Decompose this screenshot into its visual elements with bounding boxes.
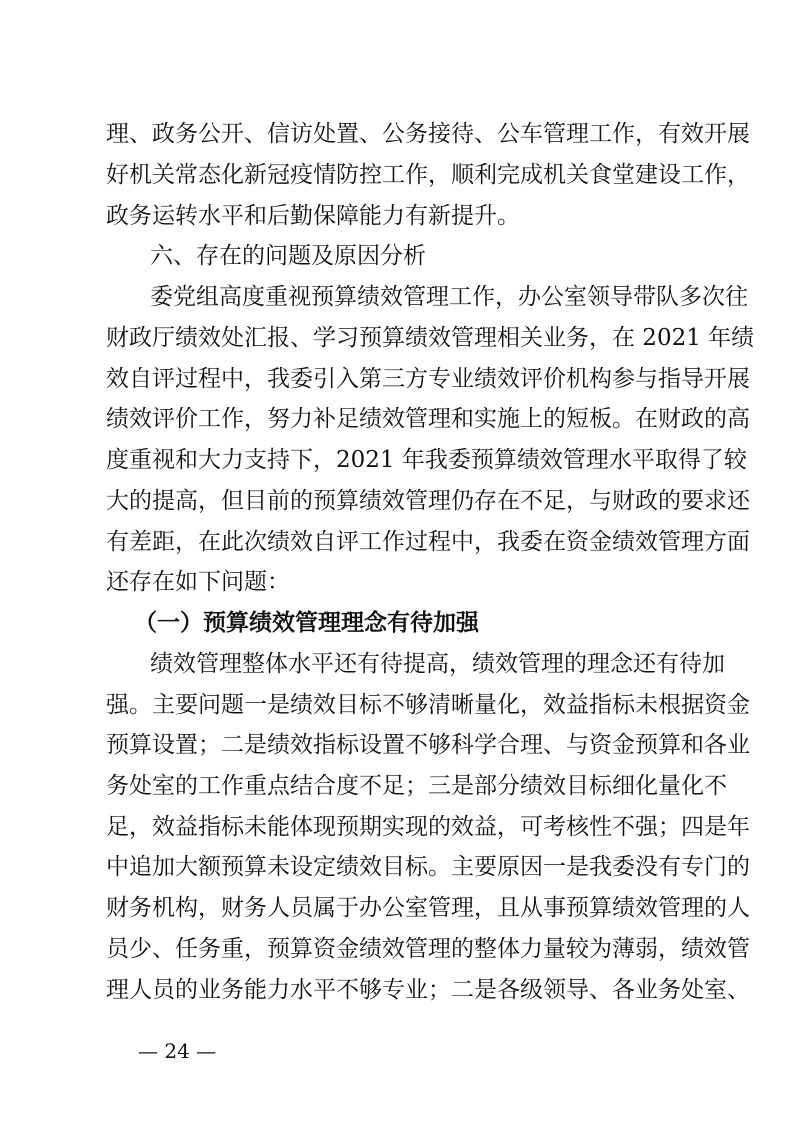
text-line: 绩效评价工作，努力补足绩效管理和实施上的短板。在财政的高 — [106, 406, 750, 432]
page-number: — 24 — — [138, 1039, 217, 1063]
text-line: 绩效管理整体水平还有待提高，绩效管理的理念还有待加 — [150, 651, 725, 677]
text-line: 效自评过程中，我委引入第三方专业绩效评价机构参与指导开展 — [106, 366, 750, 392]
text-line: 委党组高度重视预算绩效管理工作，办公室领导带队多次往 — [150, 284, 748, 310]
text-line: 有差距，在此次绩效自评工作过程中，我委在资金绩效管理方面 — [106, 529, 750, 555]
text-line: 预算设置；二是绩效指标设置不够科学合理、与资金预算和各业 — [106, 732, 750, 758]
text-line: 大的提高，但目前的预算绩效管理仍存在不足，与财政的要求还 — [106, 488, 750, 514]
text-line: 政务运转水平和后勤保障能力有新提升。 — [106, 203, 520, 229]
text-line: 财务机构，财务人员属于办公室管理，且从事预算绩效管理的人 — [106, 895, 750, 921]
text-line: 理、政务公开、信访处置、公务接待、公车管理工作，有效开展 — [106, 121, 750, 147]
text-line: 还存在如下问题： — [106, 569, 290, 595]
text-line: 好机关常态化新冠疫情防控工作，顺利完成机关食堂建设工作， — [106, 162, 750, 188]
text-line: 中追加大额预算未设定绩效目标。主要原因一是我委没有专门的 — [106, 854, 750, 880]
text-line: 务处室的工作重点结合度不足；三是部分绩效目标细化量化不 — [106, 773, 727, 799]
text-line: 员少、任务重，预算资金绩效管理的整体力量较为薄弱，绩效管 — [106, 936, 750, 962]
text-line: 理人员的业务能力水平不够专业；二是各级领导、各业务处室、 — [106, 977, 750, 1003]
subsection-heading: （一）预算绩效管理理念有待加强 — [134, 609, 479, 636]
section-heading: 六、存在的问题及原因分析 — [150, 243, 426, 269]
text-line: 财政厅绩效处汇报、学习预算绩效管理相关业务，在 2021 年绩 — [106, 325, 755, 351]
text-line: 度重视和大力支持下，2021 年我委预算绩效管理水平取得了较 — [106, 447, 747, 473]
text-line: 足，效益指标未能体现预期实现的效益，可考核性不强；四是年 — [106, 814, 750, 840]
text-line: 强。主要问题一是绩效目标不够清晰量化，效益指标未根据资金 — [106, 692, 750, 718]
